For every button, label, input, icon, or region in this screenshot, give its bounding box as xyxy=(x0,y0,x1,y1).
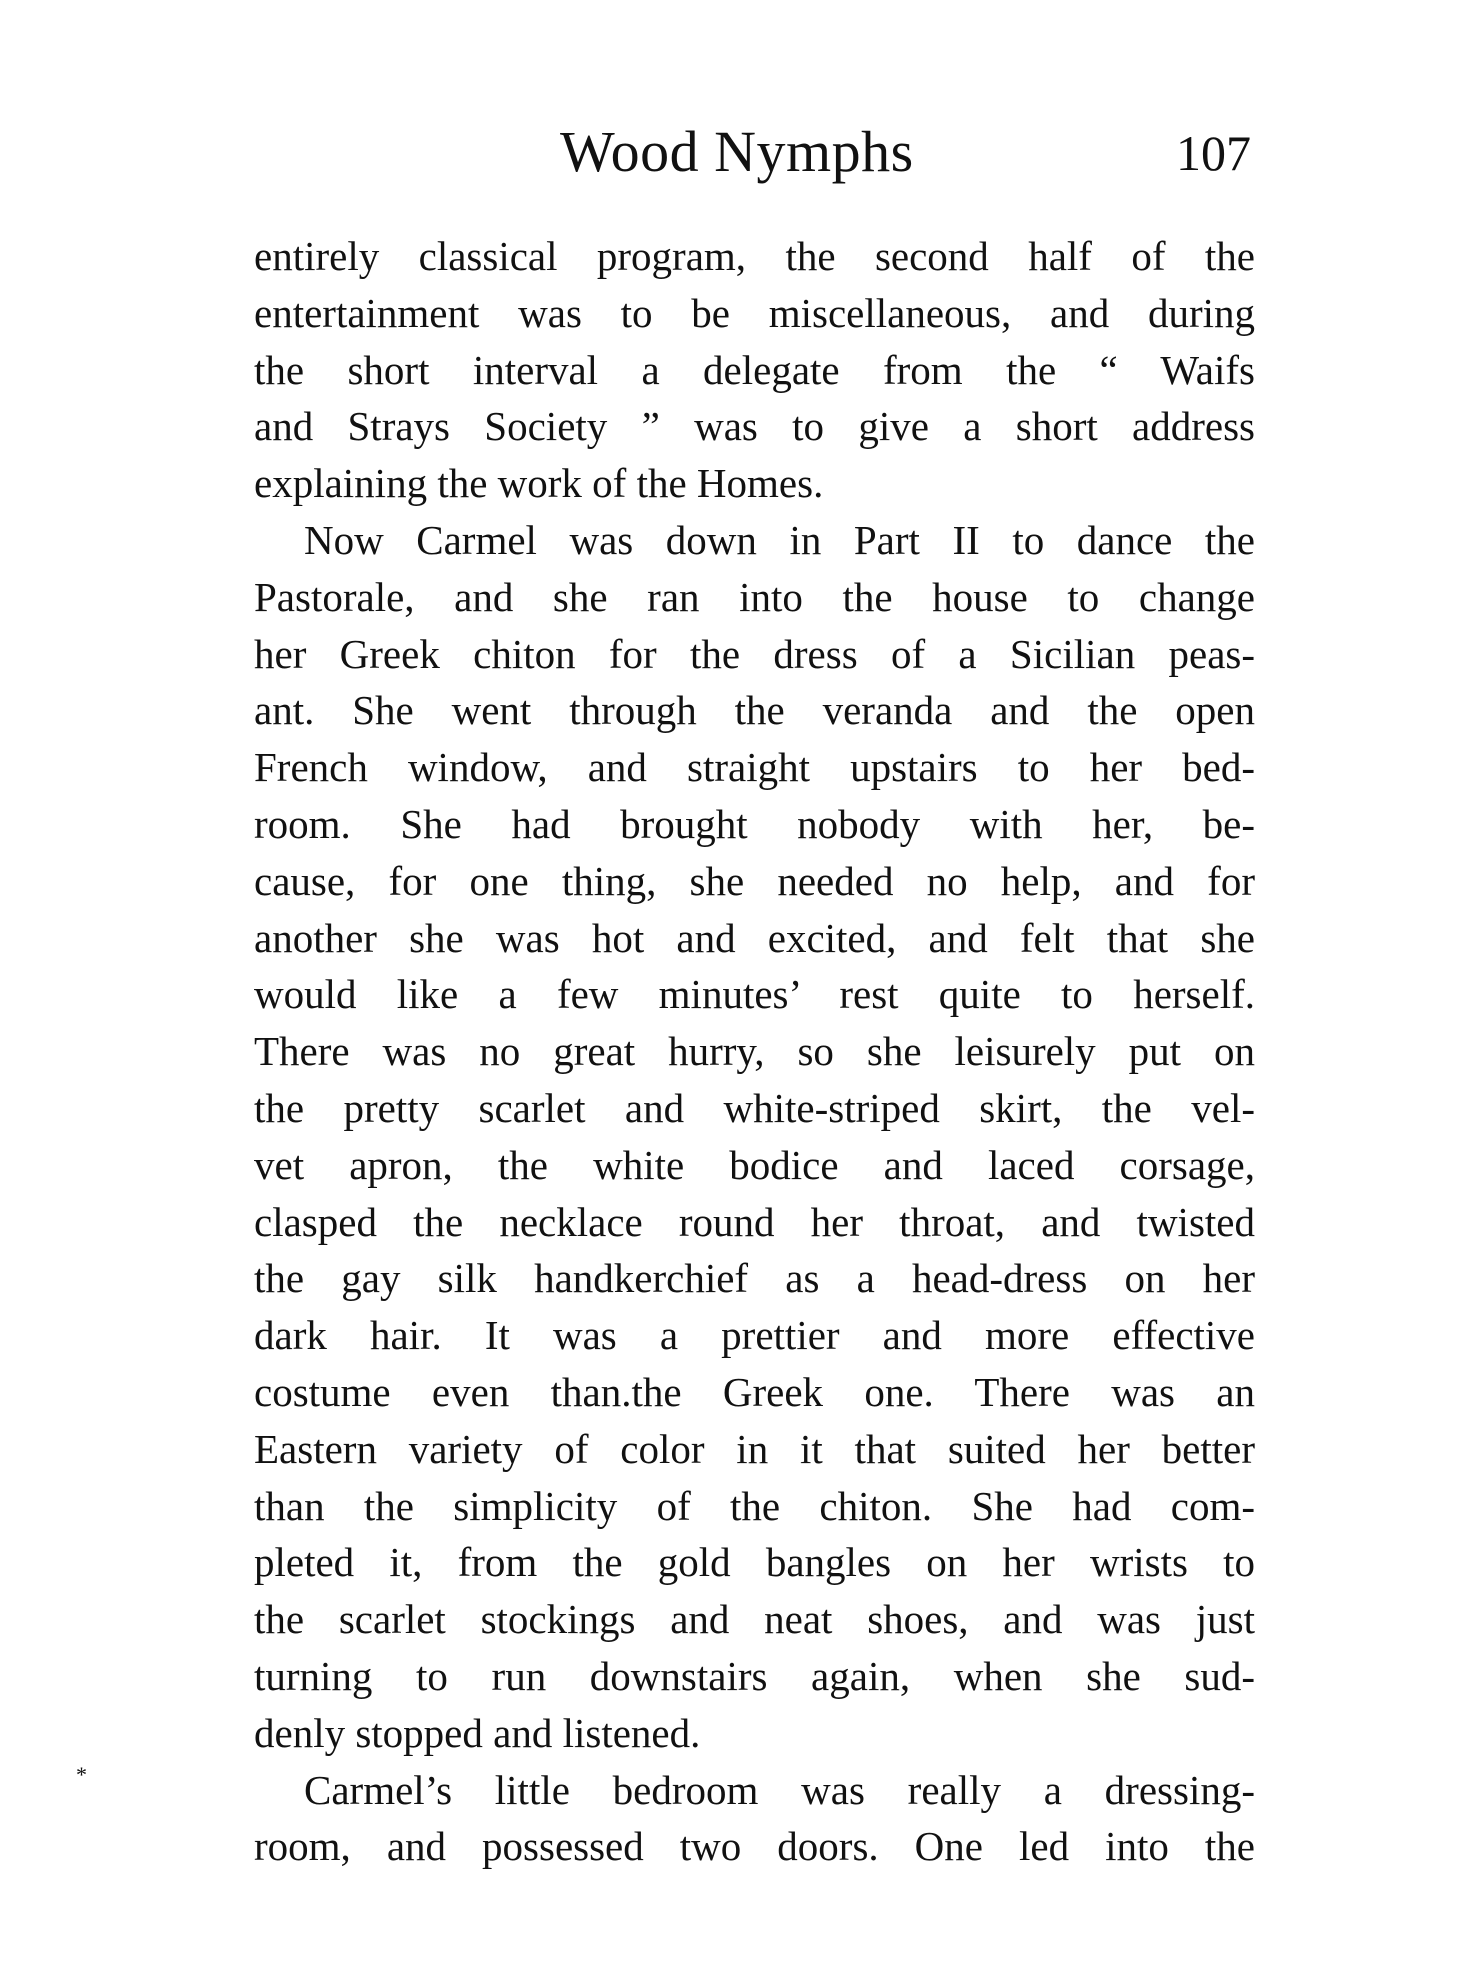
text-line: turning to run downstairs again, when she sud- xyxy=(254,1652,1255,1699)
page-number: 107 xyxy=(1176,125,1251,181)
text-line: room. She had brought nobody with her, be- xyxy=(254,800,1255,847)
running-header xyxy=(254,118,1255,188)
body-text xyxy=(254,228,1255,1875)
text-line: explaining the work of the Homes. xyxy=(254,460,824,507)
text-line: French window, and straight upstairs to her bed- xyxy=(254,744,1255,791)
text-line: the gay silk handkerchief as a head-dress on her xyxy=(254,1255,1255,1302)
text-line: denly stopped and listened. xyxy=(254,1709,701,1756)
text-line: entirely classical program, the second half of the xyxy=(254,233,1255,279)
text-line: costume even than.the Greek one. There was an xyxy=(254,1368,1255,1415)
text-line: ant. She went through the veranda and the open xyxy=(254,687,1255,734)
text-line: Now Carmel was down in Part II to dance the xyxy=(304,516,1255,563)
text-line: Pastorale, and she ran into the house to change xyxy=(254,573,1255,620)
text-line: the scarlet stockings and neat shoes, and was just xyxy=(254,1596,1255,1643)
text-line: the short interval a delegate from the “ Waifs xyxy=(254,346,1255,393)
text-line: Eastern variety of color in it that suited her better xyxy=(254,1425,1255,1472)
text-line: dark hair. It was a prettier and more effective xyxy=(254,1312,1255,1359)
text-line: would like a few minutes’ rest quite to herself. xyxy=(254,971,1255,1018)
text-line: than the simplicity of the chiton. She had com- xyxy=(254,1482,1255,1529)
text-line: room, and possessed two doors. One led into the xyxy=(254,1823,1255,1870)
text-line: and Strays Society ” was to give a short address xyxy=(254,403,1255,450)
text-line: entertainment was to be miscellaneous, and during xyxy=(254,289,1255,336)
text-line: clasped the necklace round her throat, and twisted xyxy=(254,1198,1255,1245)
margin-mark: * xyxy=(76,1762,87,1787)
text-line: her Greek chiton for the dress of a Sicilian peas- xyxy=(254,630,1255,677)
text-line: another she was hot and excited, and felt that she xyxy=(254,914,1255,961)
text-line: vet apron, the white bodice and laced corsage, xyxy=(254,1141,1255,1188)
text-line: cause, for one thing, she needed no help, and for xyxy=(254,857,1255,904)
running-title: Wood Nymphs xyxy=(560,119,914,184)
text-line: There was no great hurry, so she leisurely put on xyxy=(254,1028,1255,1075)
text-line: the pretty scarlet and white-striped skirt, the vel- xyxy=(254,1084,1255,1131)
text-line: pleted it, from the gold bangles on her wrists to xyxy=(254,1539,1255,1586)
text-line: Carmel’s little bedroom was really a dressing- xyxy=(304,1766,1255,1813)
